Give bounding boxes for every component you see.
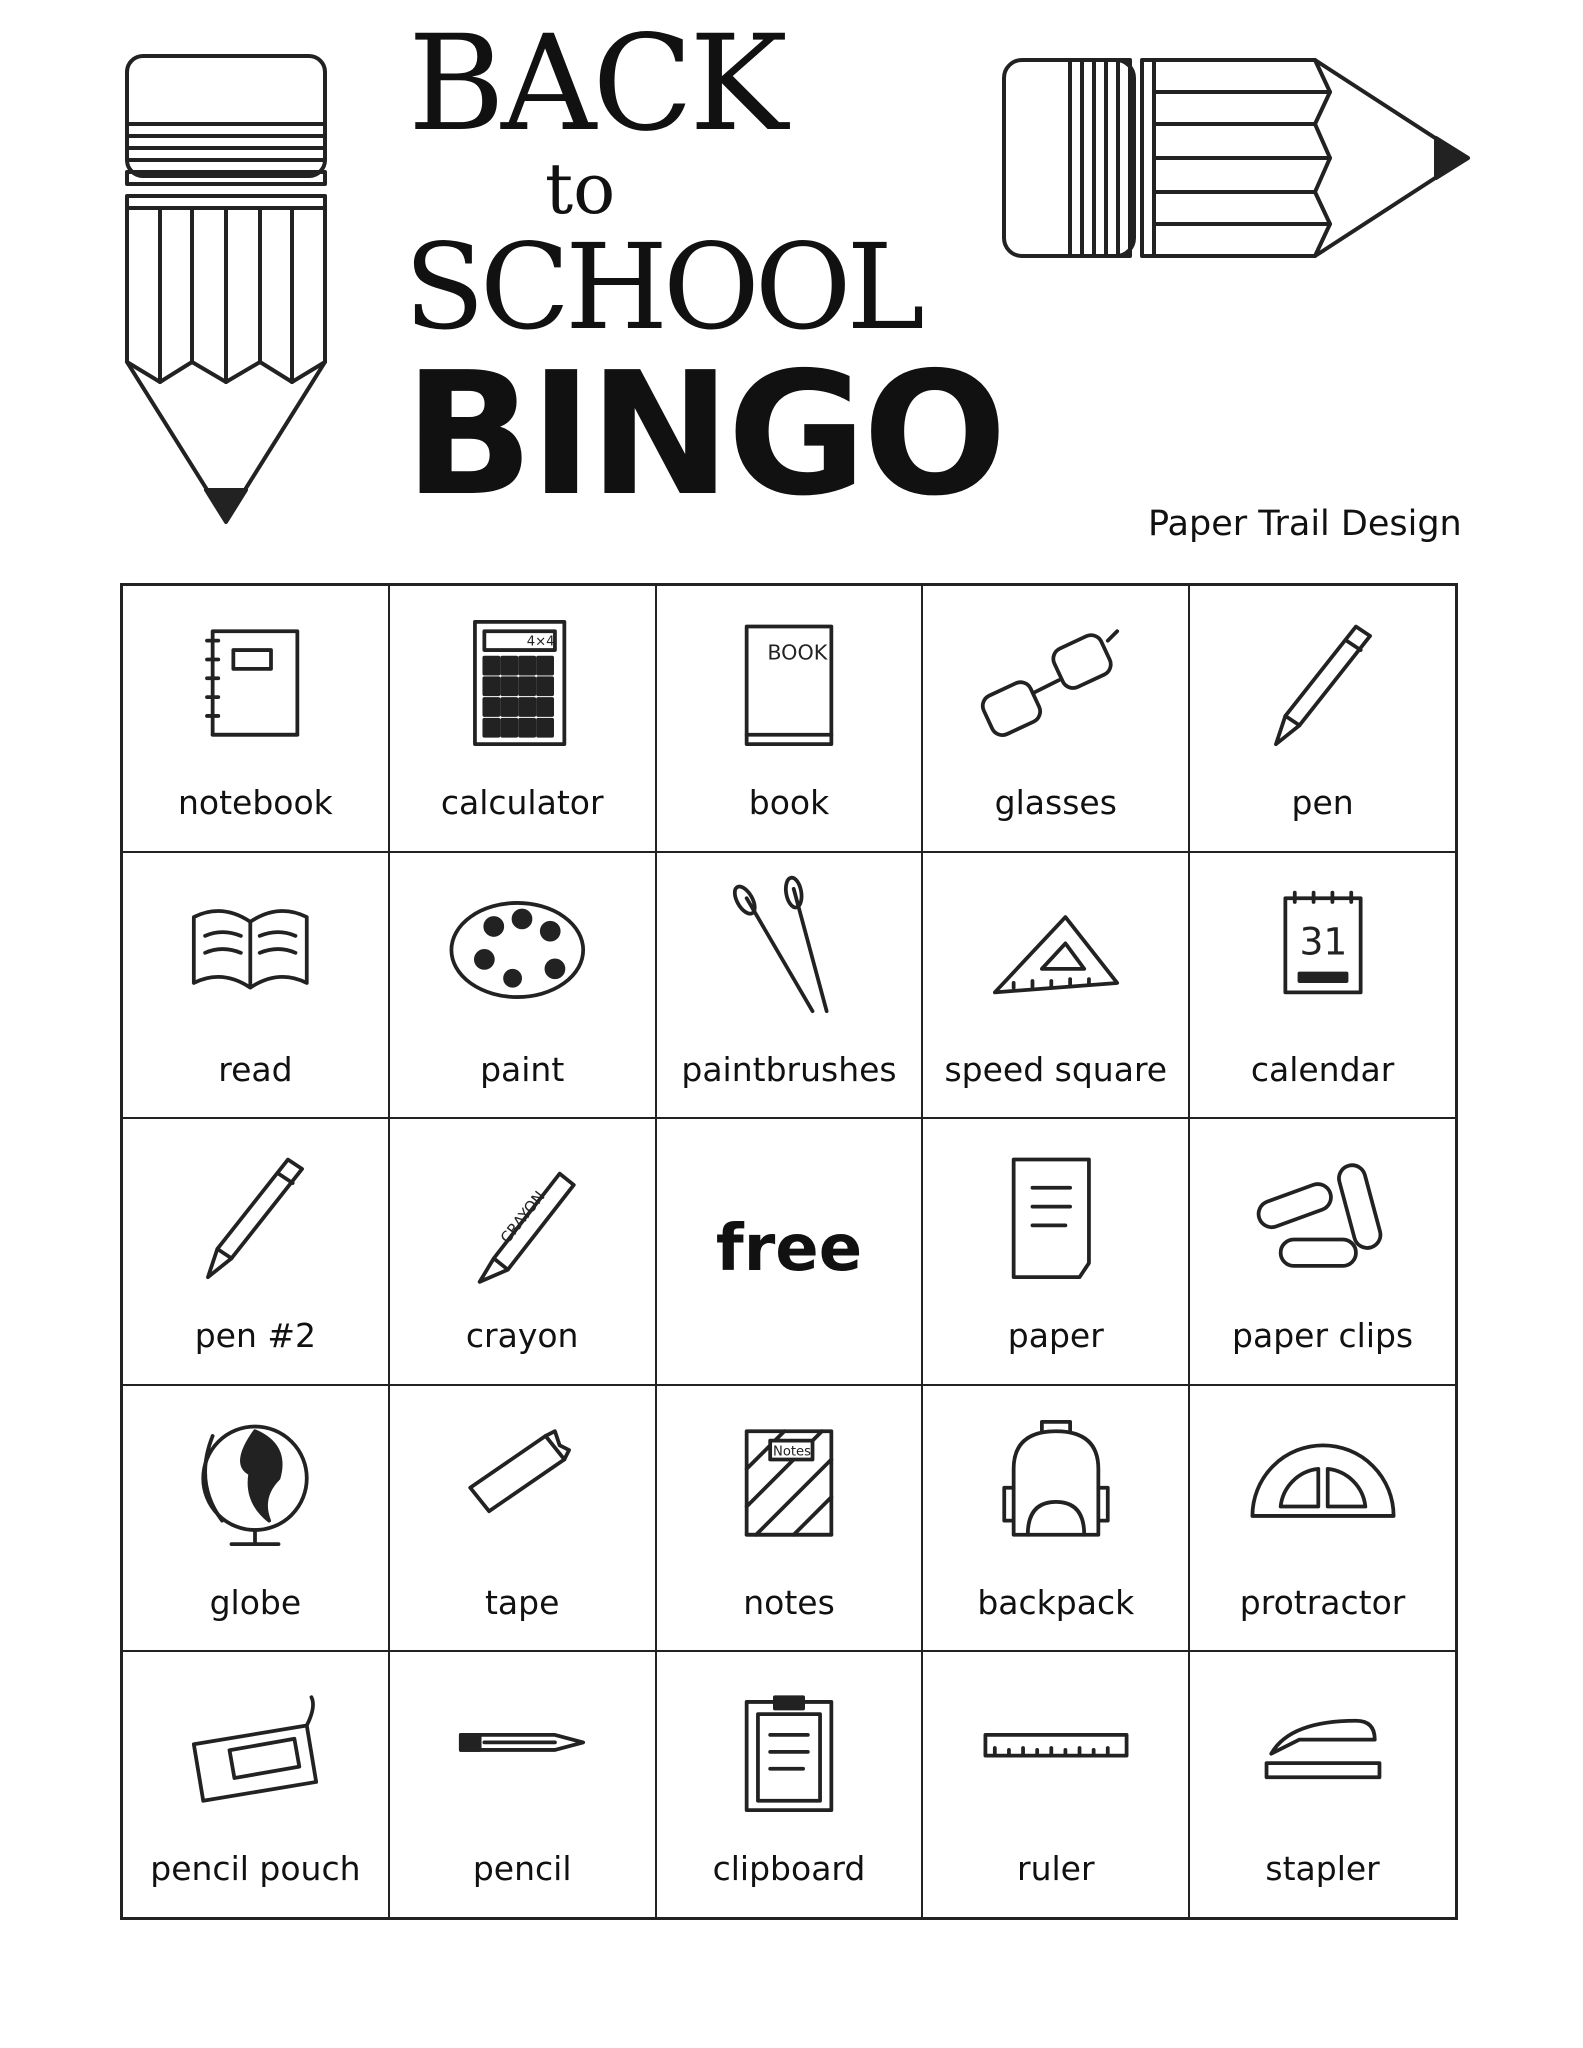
- bingo-cell-pen[interactable]: [1189, 585, 1456, 852]
- protractor-icon: [1243, 1408, 1403, 1558]
- bingo-cell-paper[interactable]: [922, 1118, 1189, 1385]
- cell-label: globe: [209, 1582, 302, 1622]
- cell-label: book: [748, 783, 830, 822]
- calculator-icon: [442, 608, 602, 758]
- bingo-cell-clipboard[interactable]: [656, 1651, 923, 1918]
- cell-label: paint: [480, 1049, 565, 1089]
- cell-label: pen #2: [194, 1316, 317, 1356]
- stapler-icon: [1243, 1674, 1403, 1824]
- cell-label: paintbrushes: [681, 1049, 897, 1089]
- bingo-cell-tape[interactable]: [389, 1385, 656, 1652]
- pen-icon: [175, 1141, 335, 1291]
- calendar-icon: [1243, 875, 1403, 1025]
- cell-label: read: [218, 1049, 293, 1089]
- bingo-cell-book[interactable]: [656, 585, 923, 852]
- cell-label: pencil pouch: [150, 1849, 361, 1889]
- bingo-cell-calculator[interactable]: [389, 585, 656, 852]
- notes-icon: [709, 1408, 869, 1558]
- bingo-cell-speed-square[interactable]: [922, 852, 1189, 1119]
- title-to: to: [545, 148, 616, 230]
- cell-label: speed square: [944, 1049, 1168, 1089]
- title-school: SCHOOL: [404, 218, 920, 356]
- crayon-icon: [442, 1141, 602, 1291]
- credit-text: Paper Trail Design: [1148, 504, 1462, 544]
- paper-icon: [976, 1141, 1136, 1291]
- bingo-cell-crayon[interactable]: [389, 1118, 656, 1385]
- svg-text:BOOK: BOOK: [767, 640, 828, 665]
- cell-label: paper: [1007, 1316, 1104, 1356]
- svg-text:4×4: 4×4: [526, 634, 555, 650]
- bingo-cell-read[interactable]: [122, 852, 389, 1119]
- cell-label: backpack: [977, 1582, 1135, 1622]
- bingo-cell-stapler[interactable]: [1189, 1651, 1456, 1918]
- bingo-cell-paint[interactable]: [389, 852, 656, 1119]
- pencil-illustration-left: [120, 52, 332, 528]
- bingo-cell-ruler[interactable]: [922, 1651, 1189, 1918]
- tape-icon: [442, 1408, 602, 1558]
- bingo-cell-pencil-pouch[interactable]: [122, 1651, 389, 1918]
- bingo-cell-notebook[interactable]: [122, 585, 389, 852]
- bingo-cell-notes[interactable]: [656, 1385, 923, 1652]
- svg-text:Notes: Notes: [772, 1444, 811, 1460]
- paintbrushes-icon: [709, 875, 869, 1025]
- notebook-icon: [175, 608, 335, 758]
- cell-label: ruler: [1017, 1849, 1095, 1889]
- bingo-cell-protractor[interactable]: [1189, 1385, 1456, 1652]
- bingo-cell-pencil[interactable]: [389, 1651, 656, 1918]
- pen-icon: [1243, 608, 1403, 758]
- title-bingo: BINGO: [404, 336, 1004, 534]
- cell-label: notebook: [178, 783, 333, 822]
- speed-square-icon: [976, 875, 1136, 1025]
- pencil-pouch-icon: [175, 1674, 335, 1824]
- bingo-cell-pen-2[interactable]: [122, 1118, 389, 1385]
- title-back: BACK: [408, 7, 784, 161]
- paper-clips-icon: [1243, 1141, 1403, 1291]
- palette-icon: [442, 875, 602, 1025]
- bingo-cell-paper-clips[interactable]: [1189, 1118, 1456, 1385]
- bingo-cell-backpack[interactable]: [922, 1385, 1189, 1652]
- bingo-cell-paintbrushes[interactable]: [656, 852, 923, 1119]
- glasses-icon: [976, 608, 1136, 758]
- bingo-grid: [120, 583, 1458, 1920]
- book-icon: [709, 608, 869, 758]
- cell-label: glasses: [994, 783, 1117, 822]
- cell-label: pen: [1291, 783, 1354, 822]
- bingo-cell-calendar[interactable]: [1189, 852, 1456, 1119]
- bingo-cell-free[interactable]: [656, 1118, 923, 1385]
- cell-label: tape: [484, 1582, 560, 1622]
- ruler-icon: [976, 1674, 1136, 1824]
- cell-label: calculator: [440, 783, 604, 822]
- svg-text:31: 31: [1299, 919, 1347, 964]
- cell-label: pencil: [472, 1849, 572, 1889]
- bingo-cell-glasses[interactable]: [922, 585, 1189, 852]
- pencil-illustration-right: [1000, 56, 1476, 260]
- pencil-icon: [442, 1674, 602, 1824]
- cell-label: calendar: [1250, 1049, 1395, 1089]
- open-book-icon: [175, 875, 335, 1025]
- clipboard-icon: [709, 1674, 869, 1824]
- cell-label: stapler: [1265, 1849, 1380, 1889]
- cell-label: protractor: [1239, 1582, 1406, 1622]
- svg-text:CRAYON: CRAYON: [497, 1187, 549, 1247]
- cell-label: notes: [743, 1582, 835, 1622]
- bingo-cell-globe[interactable]: [122, 1385, 389, 1652]
- cell-label: crayon: [465, 1316, 579, 1356]
- backpack-icon: [976, 1408, 1136, 1558]
- cell-label: free: [715, 1212, 863, 1287]
- cell-label: paper clips: [1232, 1316, 1414, 1356]
- globe-icon: [175, 1408, 335, 1558]
- cell-label: clipboard: [712, 1849, 866, 1889]
